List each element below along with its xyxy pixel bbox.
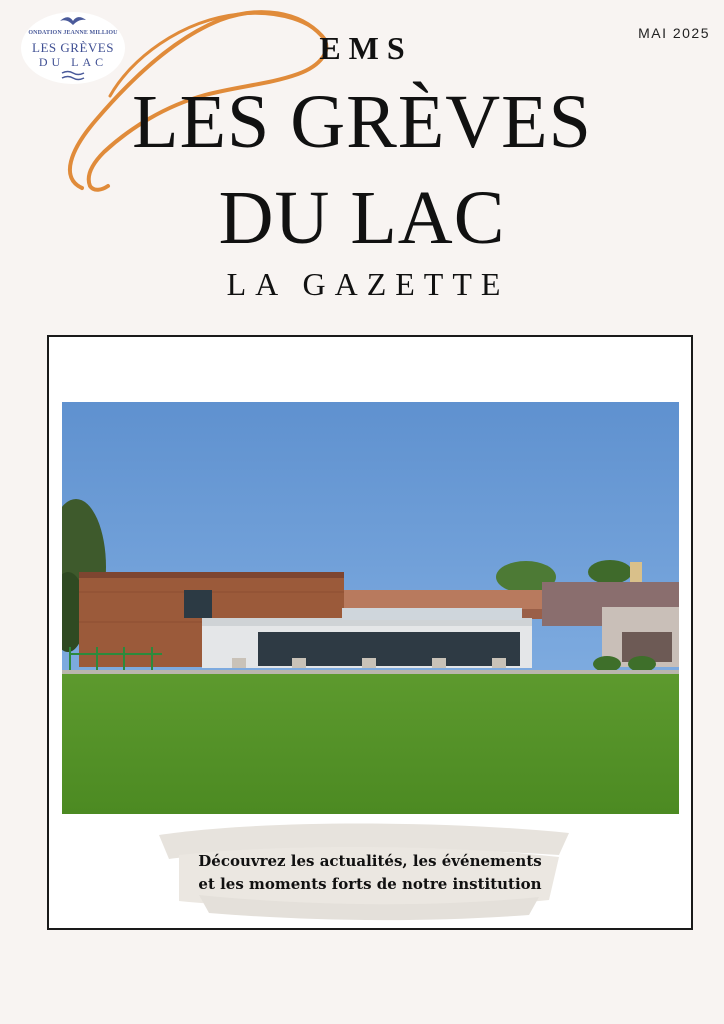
- issue-date: MAI 2025: [638, 25, 710, 41]
- gazette-subtitle: LA GAZETTE: [226, 266, 510, 302]
- title-line2: DU LAC: [218, 176, 506, 260]
- tagline-line1: Découvrez les actualités, les événements: [198, 852, 542, 870]
- cover-tagline: [49, 850, 691, 895]
- building-photo: [62, 402, 679, 814]
- logo-foundation-text: ONDATION JEANNE MILLIOU: [28, 30, 118, 36]
- logo-name-line2: DU LAC: [38, 55, 108, 69]
- ems-label: EMS: [319, 30, 413, 66]
- cover-frame: [47, 335, 693, 930]
- logo-name-line1: LES GRÈVES: [32, 40, 114, 55]
- bird-icon: [59, 14, 87, 28]
- tagline-line2: et les moments forts de notre institution: [198, 874, 542, 893]
- waves-icon: [61, 70, 85, 82]
- title-line1: LES GRÈVES: [132, 80, 592, 164]
